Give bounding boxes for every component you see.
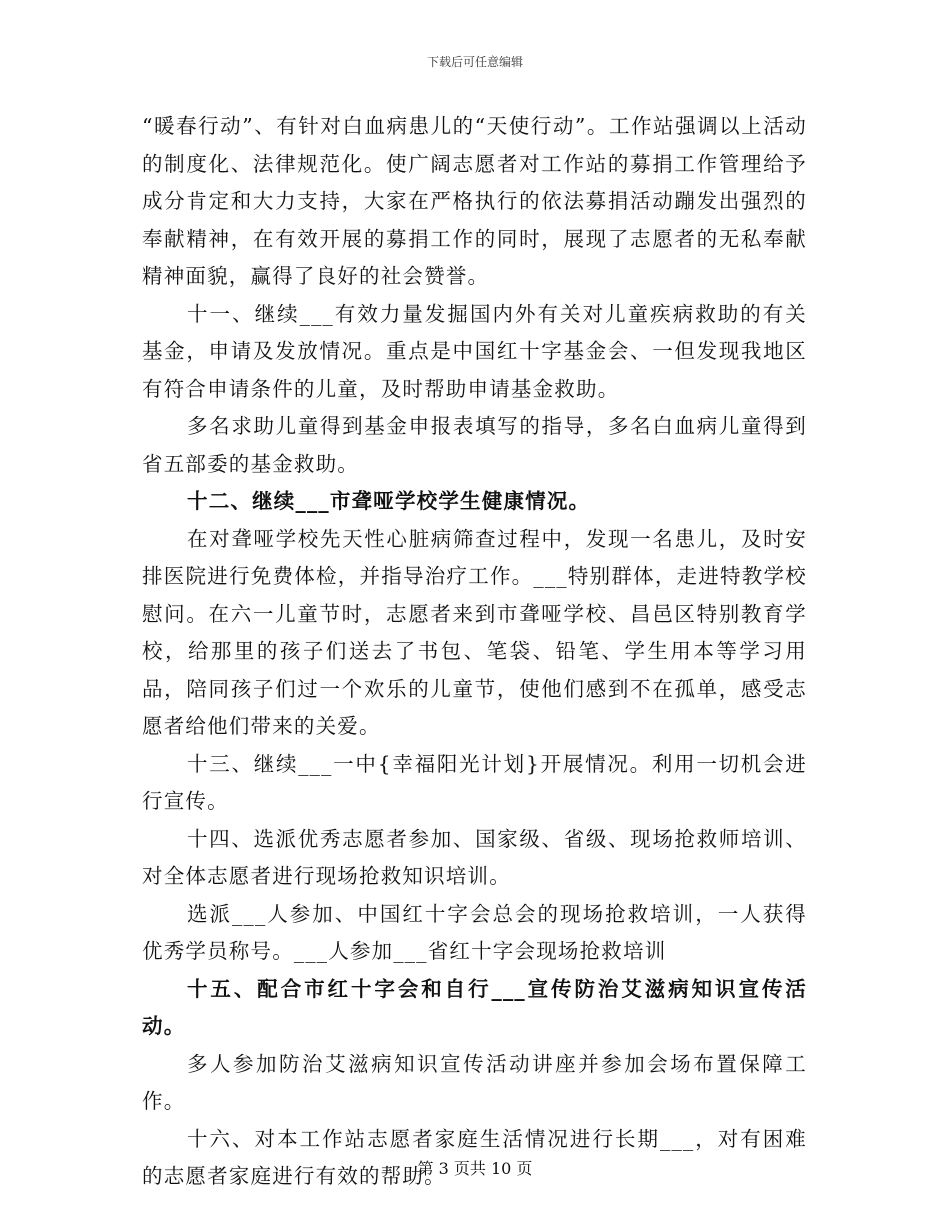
paragraph-fund-result: 多名求助儿童得到基金申报表填写的指导，多名白血病儿童得到省五部委的基金救助。 <box>142 414 807 476</box>
paragraph-item-16: 十六、对本工作站志愿者家庭生活情况进行长期___，对有困难的志愿者家庭进行有效的帮助。 <box>142 1126 807 1188</box>
paragraph-item-11: 十一、继续___有效力量发掘国内外有关对儿童疾病救助的有关基金，申请及发放情况。重点是中国红十字基金会、一但发现我地区有符合申请条件的儿童，及时帮助申请基金救助。 <box>142 301 807 401</box>
paragraph-intro: “暖春行动”、有针对白血病患儿的“天使行动”。工作站强调以上活动的制度化、法律规范化。使广阔志愿者对工作站的募捐工作管理给予成分肯定和大力支持，大家在严格执行的依法募捐活动蹦发出强烈的奉献精神，在有效开展的募捐工作的同时，展现了志愿者的无私奉献精神面貌，赢得了良好的社会赞誉。 <box>142 114 807 288</box>
page-header: 下载后可任意编辑 <box>426 55 523 69</box>
paragraph-item-14: 十四、选派优秀志愿者参加、国家级、省级、现场抢救师培训、对全体志愿者进行现场抢救知识培训。 <box>142 826 807 888</box>
paragraph-aids-activity: 多人参加防治艾滋病知识宣传活动讲座并参加会场布置保障工作。 <box>142 1051 807 1113</box>
heading-item-12: 十二、继续___市聋哑学校学生健康情况。 <box>187 489 591 513</box>
page-number: 第 3 页共 10 页 <box>417 1159 533 1178</box>
heading-item-15: 十五、配合市红十字会和自行___宣传防治艾滋病知识宣传活动。 <box>142 976 807 1038</box>
paragraph-deaf-school: 在对聋哑学校先天性心脏病筛查过程中，发现一名患儿，及时安排医院进行免费体检，并指导治疗工作。___特别群体，走进特教学校慰问。在六一儿童节时，志愿者来到市聋哑学校、昌邑区特别教育学校，给那里的孩子们送去了书包、笔袋、铅笔、学生用本等学习用品，陪同孩子们过一个欢乐的儿童节，使他们感到不在孤单，感受志愿者给他们带来的关爱。 <box>142 526 807 738</box>
paragraph-item-13: 十三、继续___一中{幸福阳光计划}开展情况。利用一切机会进行宣传。 <box>142 751 807 813</box>
paragraph-training-result: 选派___人参加、中国红十字会总会的现场抢救培训，一人获得优秀学员称号。___人参加___省红十字会现场抢救培训 <box>142 901 807 963</box>
document-body <box>142 108 807 1196</box>
